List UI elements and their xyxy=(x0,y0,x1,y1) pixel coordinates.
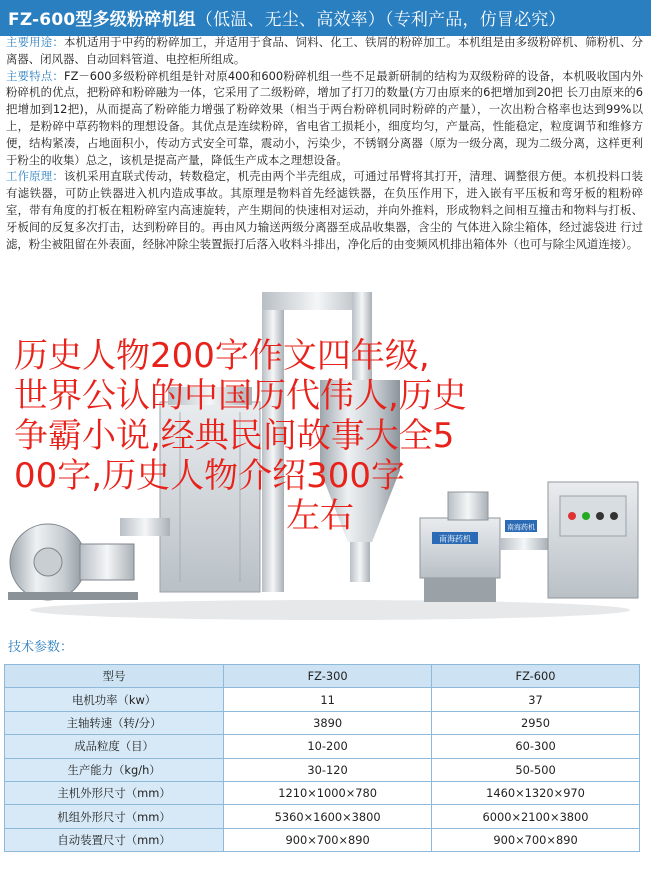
section-usage xyxy=(6,34,643,68)
overlay-line: 历史人物200字作文四年级, xyxy=(14,336,430,376)
overlay-headline xyxy=(14,336,614,536)
overlay-line: 争霸小说,经典民间故事大全5 xyxy=(14,416,455,456)
table-row xyxy=(5,781,640,804)
header-bar xyxy=(0,0,651,36)
table-header-row xyxy=(5,665,640,688)
page-title xyxy=(8,5,566,30)
section-text: FZ－600多级粉碎机组是针对原400和600粉碎机组一些不足最新研制的结构为双级粉碎的设备，本机吸收国内外粉碎机的优点，把粉碎和粉碎融为一体，它采用了二级粉碎，增加了打刀的数量(方刀由原来的6把增加到20把 长刀由原来的6把增加到12把)，从而提高了粉碎能力增强了粉碎效果（相当于两台粉碎机同时粉碎的产量），一次出粉合格率也达到99%以上，是粉碎中草药物料的理想设备。其优点是连续粉碎，省电省工损耗小，细度均匀，产量高，性能稳定，粒度调节和维修方便，结构紧凑，占地面积小，传动方式安全可靠，震动小，污染少，不锈钢分离器（原为一级分离，现为二级分离，这样更利于粉尘的收集）总之，该机是提高产量，降低生产成本之理想设备。 xyxy=(6,68,643,167)
table-cell: 1460×1320×970 xyxy=(432,781,640,804)
section-label: 工作原理： xyxy=(6,169,64,184)
table-cell: 60-300 xyxy=(432,735,640,758)
tech-params-title: 技术参数： xyxy=(8,640,74,655)
crusher-label-text: 南海药机 xyxy=(439,534,471,544)
description-block xyxy=(6,34,643,252)
section-principle xyxy=(6,168,643,252)
section-label: 主要用途： xyxy=(6,35,64,49)
spec-table xyxy=(4,664,640,852)
table-cell: 900×700×890 xyxy=(432,828,640,851)
table-cell: 37 xyxy=(432,688,640,711)
table-cell: 5360×1600×3800 xyxy=(224,805,432,828)
table-cell: 30-120 xyxy=(224,758,432,781)
table-row xyxy=(5,711,640,734)
table-cell: 主轴转速（转/分） xyxy=(5,711,224,734)
table-cell: 成品粒度（目） xyxy=(5,735,224,758)
cyclone-outlet xyxy=(350,542,370,582)
table-row xyxy=(5,688,640,711)
table-cell: 电机功率（kw） xyxy=(5,688,224,711)
table-cell: 生产能力（kg/h） xyxy=(5,758,224,781)
table-cell: 2950 xyxy=(432,711,640,734)
overlay-line: 世界公认的中国历代伟人,历史 xyxy=(14,376,467,416)
title-sub: （低温、无尘、高效率）（专利产品，仿冒必究） xyxy=(195,10,566,30)
overlay-line: 左右 xyxy=(286,496,354,536)
table-cell: 10-200 xyxy=(224,735,432,758)
table-row xyxy=(5,828,640,851)
floor-shadow xyxy=(30,600,630,620)
table-row xyxy=(5,735,640,758)
section-text: 该机采用直联式传动，转数稳定，机壳由两个半壳组成，可通过吊臂将其打开，清理、调整很方便。本机投料口装有滤铁器，可防止铁器进入机内造成事故。其原理是物料首先经滤铁器，在负压作用下，进入嵌有平压板和弯牙板的粗粉碎室，带有角度的打板在粗粉碎室内高速旋转，产生期间的快速相对运动，并向外推料，形成物料之间相互撞击和物料与打板、牙板间的反复多次打击，达到粉碎目的。再由风力输送两级分离器至成品收集器，含尘的 气体进入除尘箱体，经过滤袋进 行过滤，粉尘被阻留在外表面，经脉冲除尘装置振打后落入收料斗排出，净化后的由变频风机排出箱体外（也可与除尘风道连接）。 xyxy=(6,169,643,251)
title-main: FZ-600型多级粉碎机组 xyxy=(8,10,196,30)
table-cell: 机组外形尺寸（mm） xyxy=(5,805,224,828)
table-cell: 6000×2100×3800 xyxy=(432,805,640,828)
machine-name-text: 南海药机 xyxy=(507,523,535,532)
section-text: 本机适用于中药的粉碎加工，并适用于食品、饲料、化工、铁屑的粉碎加工。本机组是由多级粉碎机、筛粉机、分离器、闭风器、自动回料管道、电控柜所组成。 xyxy=(6,35,643,66)
table-cell: 自动装置尺寸（mm） xyxy=(5,828,224,851)
table-cell: 50-500 xyxy=(432,758,640,781)
table-header-cell: FZ-600 xyxy=(432,665,640,688)
overlay-line: 00字,历史人物介绍300字 xyxy=(14,456,405,496)
section-label: 主要特点： xyxy=(6,68,65,83)
table-cell: 1210×1000×780 xyxy=(224,781,432,804)
feed-pipe xyxy=(500,538,548,550)
table-header-cell: FZ-300 xyxy=(224,665,432,688)
table-row xyxy=(5,758,640,781)
table-cell: 3890 xyxy=(224,711,432,734)
table-cell: 11 xyxy=(224,688,432,711)
table-row xyxy=(5,805,640,828)
table-cell: 主机外形尺寸（mm） xyxy=(5,781,224,804)
blower-motor xyxy=(80,544,134,580)
table-header-cell: 型号 xyxy=(5,665,224,688)
section-features xyxy=(6,68,643,169)
table-cell: 900×700×890 xyxy=(224,828,432,851)
